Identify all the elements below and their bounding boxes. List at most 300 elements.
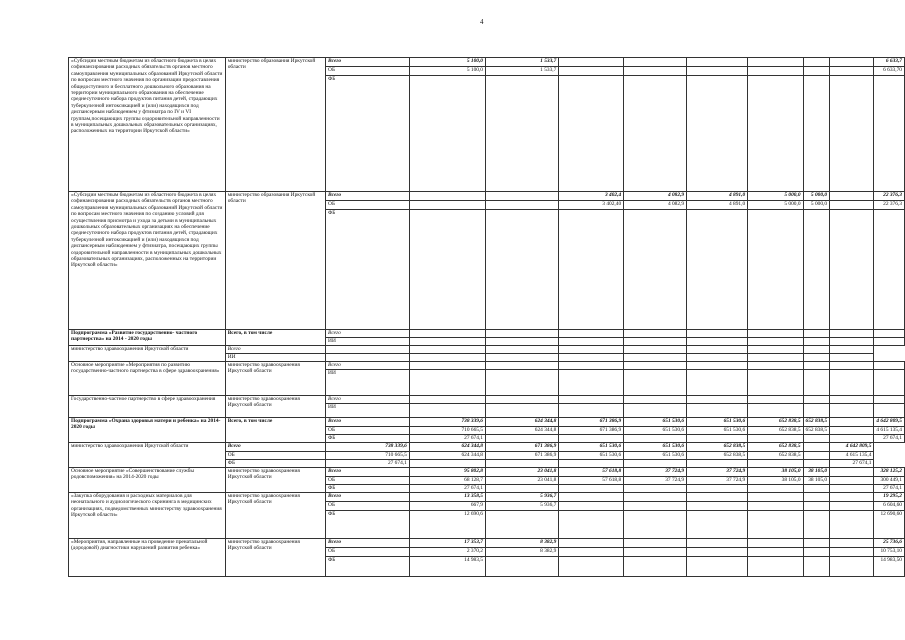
year-value-cell [748,330,803,338]
year-value-cell [830,396,874,404]
funding-source-cell: ФБ [326,511,410,539]
year-value-cell [687,67,748,76]
activity-name-cell: Государственно-частное партнерство в сфере здравоохранения [69,396,226,418]
year-value-cell [624,460,687,468]
year-value-cell: 651 530,6 [687,427,748,435]
executor-cell: министерство здравоохранения Иркутской области [69,443,226,468]
year-value-cell [559,493,624,502]
funding-source-cell: Всего [326,362,410,370]
year-value-cell [803,67,830,76]
total-cell: 12 690,60 [874,511,905,539]
year-value-cell [559,210,624,330]
year-value-cell [803,362,830,370]
year-value-cell [803,493,830,502]
year-value-cell [687,354,748,362]
year-value-cell: 624 344,8 [486,418,559,427]
year-value-cell [624,404,687,418]
table-row [69,418,905,427]
year-value-cell [486,354,559,362]
year-value-cell: 652 838,5 [687,443,748,452]
year-value-cell: 4 891,0 [687,201,748,210]
total-cell: 6 633,70 [874,67,905,76]
year-value-cell: 12 690,6 [409,511,485,539]
year-value-cell [559,58,624,67]
year-value-cell [803,502,830,511]
total-cell [874,76,905,192]
year-value-cell [748,485,803,493]
year-value-cell [624,502,687,511]
year-value-cell [624,330,687,338]
year-value-cell [326,354,410,362]
total-cell: 328 125,2 [874,468,905,477]
year-value-cell [559,511,624,539]
year-value-cell [830,477,874,485]
funding-source-cell: ИИ [225,354,325,362]
year-value-cell [803,354,830,362]
year-value-cell [687,396,748,404]
activity-name-cell: Основное мероприятие «Мероприятия по развитию государственно-частного партнерства в сфере здравоохранения» [69,362,226,396]
table-row [69,468,905,477]
funding-source-cell: ОБ [326,477,410,485]
year-value-cell [559,76,624,192]
year-value-cell [559,370,624,396]
table-row [69,539,905,548]
year-value-cell [409,354,485,362]
year-value-cell [687,502,748,511]
executor-cell: министерство здравоохранения Иркутской области [69,346,226,362]
year-value-cell: 710 665,5 [409,427,485,435]
table-row [69,330,905,338]
year-value-cell [803,539,830,548]
total-cell [830,346,874,354]
year-value-cell [803,511,830,539]
year-value-cell [748,404,803,418]
year-value-cell: 14 983,5 [409,557,485,577]
year-value-cell [687,485,748,493]
year-value-cell: 652 838,5 [803,418,830,427]
year-value-cell [748,396,803,404]
funding-source-cell: Всего [326,418,410,427]
year-value-cell [409,330,485,338]
year-value-cell [409,338,485,346]
year-value-cell: 95 802,8 [409,468,485,477]
funding-source-cell: ОБ [326,67,410,76]
executor-cell: министерство образования Иркутской области [225,192,325,330]
year-value-cell: 624 344,8 [486,427,559,435]
executor-cell: Всего, в том числе [225,330,325,346]
total-cell: 4 642 809,5 [874,418,905,427]
total-cell: 27 674,1 [874,485,905,493]
year-value-cell: 738 339,6 [409,418,485,427]
year-value-cell [687,338,748,346]
year-value-cell [830,548,874,557]
year-value-cell [803,443,830,452]
year-value-cell [687,346,748,354]
total-cell [874,370,905,396]
total-cell [874,210,905,330]
year-value-cell [803,58,830,67]
year-value-cell [486,192,559,201]
year-value-cell: 651 530,6 [559,452,624,460]
year-value-cell: 651 530,6 [624,418,687,427]
funding-source-cell: Всего [326,396,410,404]
year-value-cell [486,511,559,539]
year-value-cell [409,362,485,370]
year-value-cell [624,354,687,362]
year-value-cell [748,511,803,539]
year-value-cell [624,396,687,404]
year-value-cell [687,460,748,468]
year-value-cell: 23 041,8 [486,477,559,485]
year-value-cell [687,76,748,192]
table-row [69,493,905,502]
activity-name-cell: «Закупка оборудования и расходных материалов для неонатального и аудиологического скрининга в медицинских организациях, подведомственных министерству здравоохранения Иркутской области» [69,493,226,539]
year-value-cell [409,370,485,396]
year-value-cell [624,67,687,76]
funding-source-cell: ФБ [326,485,410,493]
year-value-cell [409,460,485,468]
year-value-cell [624,210,687,330]
total-cell: 300 449,1 [874,477,905,485]
year-value-cell [748,548,803,557]
total-cell: 22 376,3 [874,201,905,210]
year-value-cell [748,210,803,330]
year-value-cell: 651 530,6 [624,427,687,435]
executor-cell: министерство образования Иркутской области [225,58,325,192]
year-value-cell: 37 724,9 [624,477,687,485]
year-value-cell [624,493,687,502]
year-value-cell [486,76,559,192]
activity-name-cell: Подпрограмма «Охрана здоровья матери и ребенка» на 2014-2020 годы [69,418,226,443]
year-value-cell [409,404,485,418]
funding-source-cell: ФБ [326,210,410,330]
year-value-cell [830,418,874,427]
year-value-cell [748,58,803,67]
year-value-cell [748,67,803,76]
year-value-cell [830,485,874,493]
total-cell [874,396,905,404]
year-value-cell: 671 386,9 [486,443,559,452]
funding-source-cell: Всего [225,346,325,354]
year-value-cell: 738 339,6 [326,443,410,452]
executor-cell: министерство здравоохранения Иркутской области [225,468,325,493]
year-value-cell [748,76,803,192]
year-value-cell [687,557,748,577]
year-value-cell [830,67,874,76]
year-value-cell: 651 530,6 [624,452,687,460]
year-value-cell: 37 724,9 [624,468,687,477]
year-value-cell [748,460,803,468]
funding-source-cell: Всего [326,58,410,67]
year-value-cell [559,557,624,577]
year-value-cell [409,201,485,210]
year-value-cell: 4 082,9 [624,201,687,210]
year-value-cell [559,539,624,548]
year-value-cell: 652 838,5 [748,443,803,452]
executor-cell: министерство здравоохранения Иркутской области [225,396,325,418]
year-value-cell [748,557,803,577]
table-row [69,58,905,67]
year-value-cell: 1 533,7 [486,67,559,76]
funding-source-cell: Всего [326,468,410,477]
total-cell: 6 633,7 [874,58,905,67]
year-value-cell [748,346,803,354]
year-value-cell [830,435,874,443]
year-value-cell [624,485,687,493]
funding-source-cell: ИИ [326,404,410,418]
year-value-cell [803,460,830,468]
year-value-cell [486,362,559,370]
year-value-cell [624,58,687,67]
year-value-cell: 5 000,0 [803,201,830,210]
year-value-cell [624,548,687,557]
year-value-cell: 5 100,0 [409,67,485,76]
year-value-cell [559,346,624,354]
year-value-cell: 38 105,0 [748,477,803,485]
year-value-cell [803,396,830,404]
year-value-cell [830,511,874,539]
year-value-cell: 5 000,0 [748,201,803,210]
total-cell [874,330,905,338]
year-value-cell [830,192,874,201]
executor-cell: министерство здравоохранения Иркутской области [225,539,325,577]
year-value-cell [830,539,874,548]
year-value-cell [409,192,485,201]
funding-source-cell: ОБ [326,548,410,557]
year-value-cell: 27 674,1 [409,485,485,493]
total-cell [874,338,905,346]
year-value-cell: 38 105,0 [748,468,803,477]
year-value-cell: 3 402,40 [559,201,624,210]
year-value-cell [830,502,874,511]
funding-source-cell: ОБ [225,452,325,460]
year-value-cell: 5 100,0 [409,58,485,67]
year-value-cell [486,404,559,418]
year-value-cell: 37 724,9 [687,477,748,485]
year-value-cell [830,362,874,370]
year-value-cell [624,338,687,346]
activity-name-cell: «Субсидии местным бюджетам из областного бюджета в целях софинансирования расходных обязательств органов местного самоуправления муниципальных образований Иркутской области по вопросам местного значения по организации предоставления общедоступного и бесплатного дошкольного образования на территории муниципального образования на обеспечение среднесуточного набора продуктов питания детей, страдающих туберкулезной интоксикацией и (или) находящихся под диспансерным наблюдением у фтизиатра по IV и VI группам,посещающих группы оздоровительной направленности в муниципальных дошкольных образовательных организациях, расположенных на территории Иркутской области» [69,58,226,192]
total-cell: 4 642 809,5 [830,443,874,452]
year-value-cell [559,362,624,370]
year-value-cell: 671 386,9 [486,452,559,460]
year-value-cell [748,435,803,443]
total-cell: 6 604,60 [874,502,905,511]
year-value-cell: 652 838,5 [748,452,803,460]
year-value-cell [830,427,874,435]
year-value-cell [559,338,624,346]
year-value-cell [624,539,687,548]
total-cell: 27 674,1 [830,460,874,468]
year-value-cell [326,346,410,354]
total-cell: 10 753,10 [874,548,905,557]
year-value-cell [830,557,874,577]
year-value-cell [830,76,874,192]
year-value-cell [687,548,748,557]
year-value-cell: 652 838,5 [803,427,830,435]
table-row [69,346,905,354]
total-cell [874,362,905,370]
executor-cell: Всего, в том числе [225,418,325,443]
year-value-cell: 667,9 [409,502,485,511]
year-value-cell: 57 618,8 [559,468,624,477]
total-cell: 25 736,6 [874,539,905,548]
year-value-cell [748,539,803,548]
year-value-cell [830,58,874,67]
year-value-cell: 624 344,8 [409,452,485,460]
year-value-cell [803,485,830,493]
total-cell: 4 615 135,4 [830,452,874,460]
year-value-cell [830,468,874,477]
year-value-cell [687,210,748,330]
year-value-cell [803,435,830,443]
year-value-cell [559,548,624,557]
activity-name-cell: «Субсидии местным бюджетам из областного бюджета в целях софинансирования расходных обязательств органов местного самоуправления муниципальных образований Иркутской области по вопросам местного значения по созданию условий для осуществления присмотра и ухода за детьми в муниципальных дошкольных образовательных организациях на обеспечение среднесуточного набора продуктов питания детей, страдающих туберкулезной интоксикацией и (или) находящихся под диспансерным наблюдением у фтизиатра, посещающих группы оздоровительной направленности в муниципальных дошкольных образовательных организациях, расположенных на территории Иркутской области» [69,192,226,330]
year-value-cell [624,370,687,396]
year-value-cell [803,346,830,354]
year-value-cell [486,396,559,404]
year-value-cell [830,330,874,338]
year-value-cell [687,330,748,338]
year-value-cell [687,511,748,539]
year-value-cell [830,201,874,210]
year-value-cell [624,362,687,370]
table-row [69,192,905,201]
year-value-cell: 27 674,1 [326,460,410,468]
year-value-cell [687,493,748,502]
total-cell: 14 983,50 [874,557,905,577]
executor-cell: министерство здравоохранения Иркутской области [225,493,325,539]
year-value-cell [559,396,624,404]
year-value-cell: 4 891,0 [687,192,748,201]
funding-source-cell: Всего [225,443,325,452]
year-value-cell [559,435,624,443]
funding-source-cell: ФБ [326,557,410,577]
year-value-cell: 5 936,7 [486,502,559,511]
year-value-cell [409,76,485,192]
year-value-cell [803,76,830,192]
year-value-cell [830,210,874,330]
year-value-cell [803,370,830,396]
year-value-cell [559,404,624,418]
year-value-cell: 651 530,6 [687,418,748,427]
year-value-cell [486,346,559,354]
year-value-cell: 5 000,0 [803,192,830,201]
year-value-cell [624,76,687,192]
year-value-cell [486,330,559,338]
activity-name-cell: «Мероприятия, направленные на проведение пренатальной (дородовой) диагностики нарушений развития ребенка» [69,539,226,577]
year-value-cell [830,404,874,418]
year-value-cell [830,493,874,502]
year-value-cell: 671 386,9 [559,418,624,427]
year-value-cell [624,511,687,539]
total-cell: 4 615 135,4 [874,427,905,435]
year-value-cell: 671 386,9 [559,427,624,435]
activity-name-cell: Основное мероприятие «Совершенствование службы родовспоможения» на 2014-2020 годы [69,468,226,493]
year-value-cell [559,354,624,362]
total-cell: 22 376,3 [874,192,905,201]
total-cell: 19 295,2 [874,493,905,502]
year-value-cell [748,493,803,502]
year-value-cell: 652 838,5 [687,452,748,460]
year-value-cell: 1 533,7 [486,58,559,67]
year-value-cell [559,67,624,76]
total-cell [830,354,874,362]
year-value-cell [803,338,830,346]
year-value-cell [559,502,624,511]
year-value-cell: 38 105,0 [803,468,830,477]
year-value-cell: 23 041,8 [486,468,559,477]
year-value-cell [803,452,830,460]
year-value-cell: 38 105,0 [803,477,830,485]
year-value-cell [687,58,748,67]
year-value-cell [830,338,874,346]
year-value-cell: 27 674,1 [409,435,485,443]
year-value-cell [687,435,748,443]
year-value-cell [803,210,830,330]
budget-table [68,57,905,577]
year-value-cell: 652 838,5 [748,427,803,435]
funding-source-cell: ФБ [225,460,325,468]
year-value-cell [409,210,485,330]
year-value-cell: 651 530,6 [624,443,687,452]
year-value-cell [559,460,624,468]
year-value-cell [687,404,748,418]
year-value-cell: 68 128,7 [409,477,485,485]
year-value-cell: 5 936,7 [486,493,559,502]
funding-source-cell: ОБ [326,502,410,511]
year-value-cell [409,346,485,354]
total-cell [874,404,905,418]
year-value-cell [486,435,559,443]
funding-source-cell: Всего [326,539,410,548]
year-value-cell [748,370,803,396]
table-row [69,443,905,452]
year-value-cell [830,370,874,396]
year-value-cell [486,460,559,468]
funding-source-cell: ИИ [326,338,410,346]
funding-source-cell: ФБ [326,76,410,192]
year-value-cell: 652 838,5 [748,418,803,427]
year-value-cell [486,485,559,493]
year-value-cell [486,210,559,330]
year-value-cell: 17 353,7 [409,539,485,548]
year-value-cell [687,539,748,548]
year-value-cell [486,557,559,577]
year-value-cell [559,485,624,493]
table-row [69,396,905,404]
year-value-cell: 57 618,8 [559,477,624,485]
year-value-cell [687,370,748,396]
year-value-cell [409,396,485,404]
year-value-cell: 5 000,0 [748,192,803,201]
year-value-cell: 3 402,4 [559,192,624,201]
year-value-cell: 37 724,9 [687,468,748,477]
year-value-cell: 710 665,5 [326,452,410,460]
year-value-cell [687,362,748,370]
year-value-cell [486,338,559,346]
year-value-cell: 4 082,9 [624,192,687,201]
year-value-cell [748,502,803,511]
table-row [69,362,905,370]
page-number: 4 [480,18,484,26]
year-value-cell [624,435,687,443]
year-value-cell: 2 370,2 [409,548,485,557]
funding-source-cell: Всего [326,192,410,201]
year-value-cell [803,548,830,557]
year-value-cell: 8 382,9 [486,539,559,548]
year-value-cell [803,330,830,338]
